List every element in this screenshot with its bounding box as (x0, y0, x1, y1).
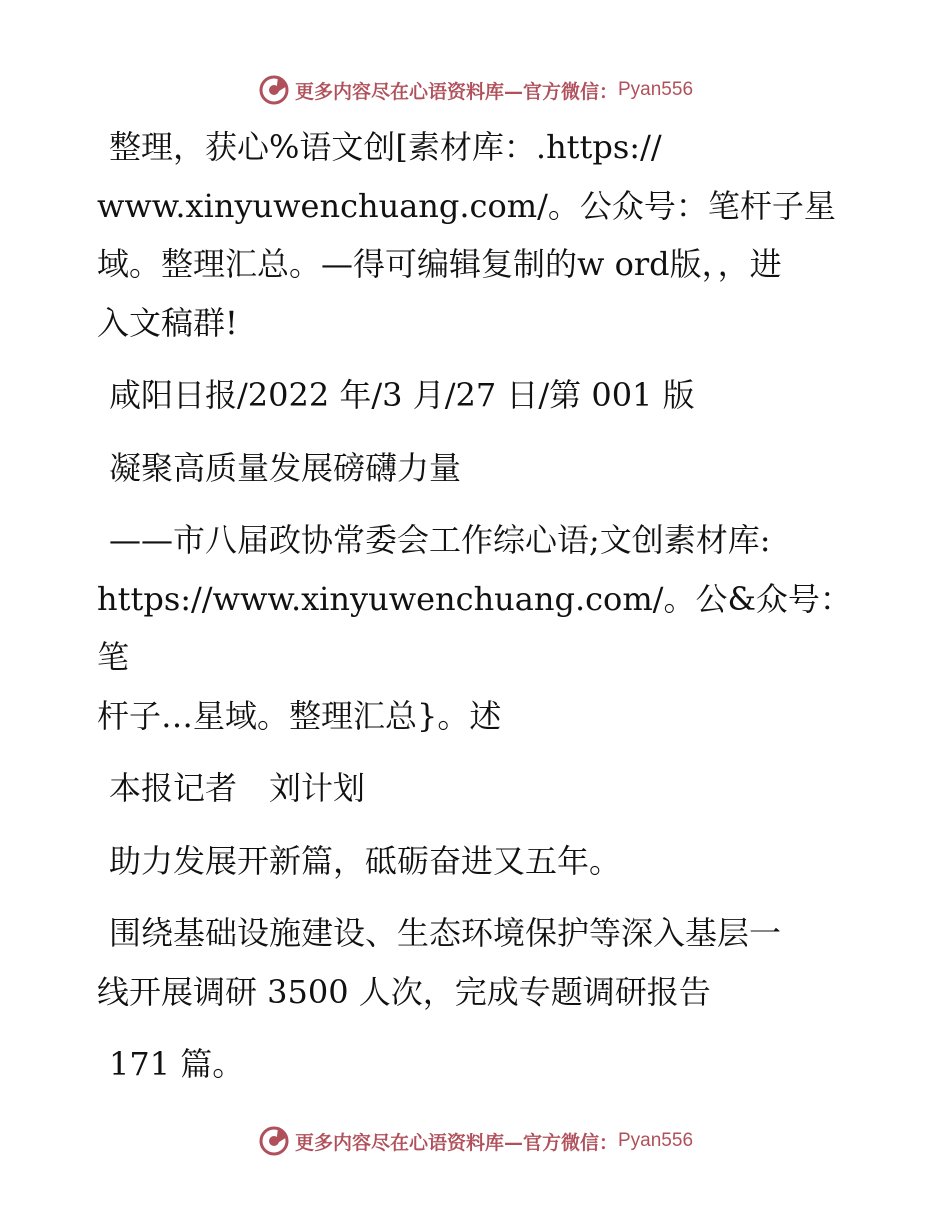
text-line: https://www.xinyuwenchuang.com/。公&众号：笔 (97, 579, 852, 676)
pen-logo-icon (257, 1124, 291, 1158)
body-paragraph (97, 904, 857, 1021)
text-line: ——市八届政协常委会工作综心语;文创素材库: (109, 521, 771, 559)
footer-watermark-banner (0, 1121, 950, 1161)
text-line: 171 篇。 (109, 1045, 245, 1083)
body-paragraph (97, 832, 857, 891)
article-subtitle (97, 511, 857, 745)
text-line: 围绕基础设施建设、生态环境保护等深入基层一 (109, 914, 782, 952)
text-line: 助力发展开新篇，砥砺奋进又五年。 (109, 841, 622, 880)
banner-wechat-id: Pyan556 (618, 1130, 694, 1151)
banner-text: 更多内容尽在心语资料库—官方微信： (294, 80, 618, 103)
document-body (97, 118, 857, 1108)
text-line: 线开展调研 3500 人次，完成专题调研报告 (97, 972, 711, 1011)
text-line: 咸阳日报/2022 年/3 月/27 日/第 001 版 (109, 376, 695, 414)
byline (97, 759, 857, 818)
text-line: www.xinyuwenchuang.com/。公众号：笔杆子星 (97, 186, 836, 225)
text-line: 本报记者 刘计划 (109, 769, 366, 807)
article-title (97, 439, 857, 498)
text-line: 入文稿群! (97, 303, 238, 342)
intro-paragraph (97, 118, 857, 352)
pen-logo-icon (257, 73, 291, 107)
banner-text: 更多内容尽在心语资料库—官方微信： (294, 1131, 618, 1154)
text-line: 整理，获心%语文创[素材库：.https:// (109, 128, 662, 166)
banner-wechat-id: Pyan556 (618, 79, 694, 100)
publication-line (97, 366, 857, 425)
text-line: 杆子…星域。整理汇总}。述 (97, 696, 502, 735)
header-watermark-banner (0, 70, 950, 110)
body-paragraph (97, 1035, 857, 1094)
text-line: 域。整理汇总。—得可编辑复制的w ord版，，进 (97, 245, 782, 283)
text-line: 凝聚高质量发展磅礴力量 (109, 448, 462, 487)
